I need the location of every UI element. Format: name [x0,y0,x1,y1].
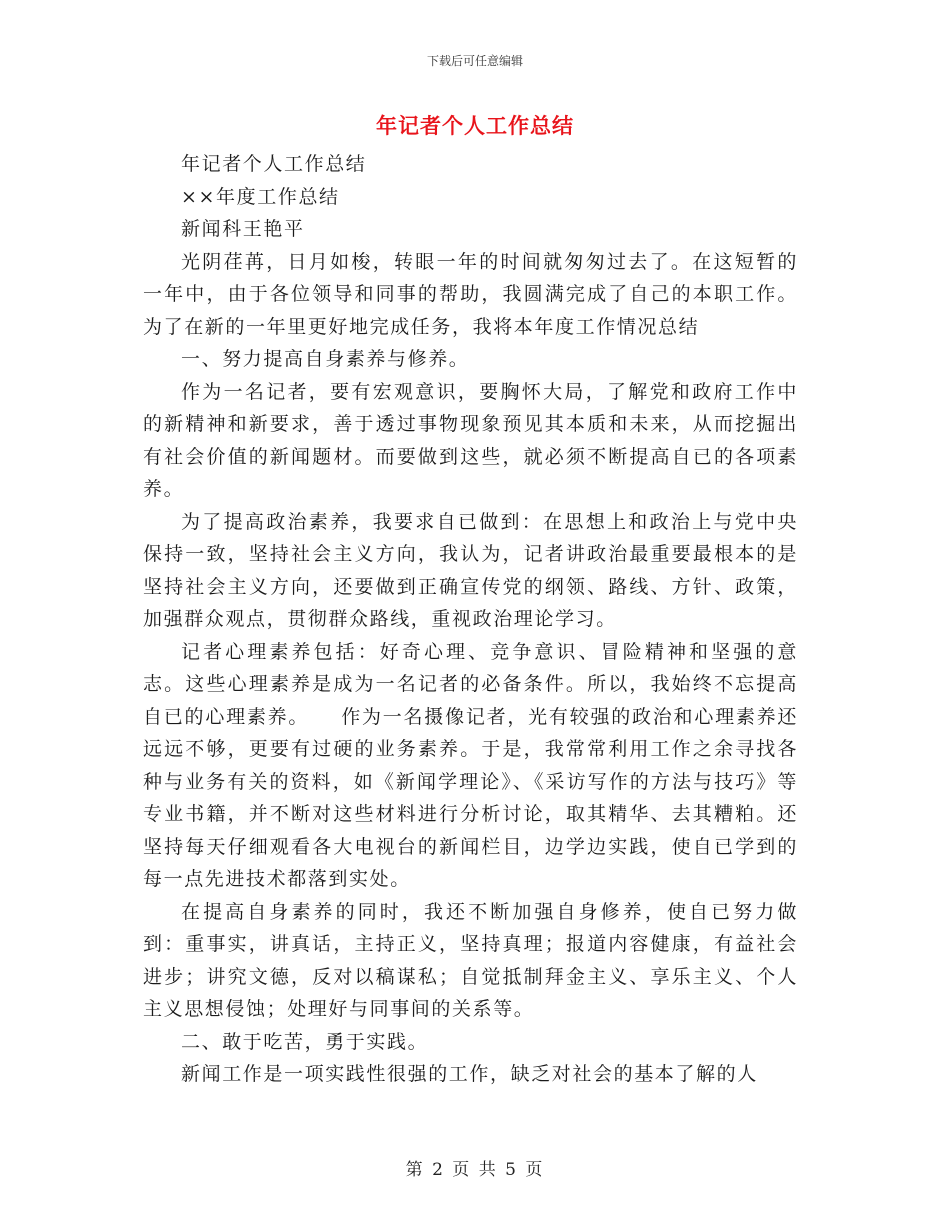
page-header-note: 下载后可任意编辑 [426,54,523,68]
paragraph-subtitle: 年记者个人工作总结 [181,153,367,175]
page-number: 第 2 页 共 5 页 [405,1160,545,1180]
paragraph-intro: 光阴荏苒，日月如梭，转眼一年的时间就匆匆过去了。在这短暂的一年中，由于各位领导和同事的帮助，我圆满完成了自己的本职工作。为了在新的一年里更好地完成任务，我将本年度工作情况总结 [143,250,798,338]
paragraph-body: 为了提高政治素养，我要求自已做到：在思想上和政治上与党中央保持一致，坚持社会主义方向，我认为，记者讲政治最重要最根本的是坚持社会主义方向，还要做到正确宣传党的纲领、路线、方针、政策，加强群众观点，贯彻群众路线，重视政治理论学习。 [143,510,798,630]
document-body [143,148,798,1091]
paragraph-body: 作为一名记者，要有宏观意识，要胸怀大局，了解党和政府工作中的新精神和新要求，善于透过事物现象预见其本质和未来，从而挖掘出有社会价值的新闻题材。而要做到这些，就必须不断提高自已的各项素养。 [143,380,798,500]
paragraph-author: 新闻科王艳平 [181,218,305,240]
paragraph-body: 在提高自身素养的同时，我还不断加强自身修养，使自已努力做到：重事实，讲真话，主持正义，坚持真理；报道内容健康，有益社会进步；讲究文德，反对以稿谋私；自觉抵制拜金主义、享乐主义、个人主义思想侵蚀；处理好与同事间的关系等。 [143,900,798,1020]
document-title: 年记者个人工作总结 [376,113,574,138]
paragraph-body: 新闻工作是一项实践性很强的工作，缺乏对社会的基本了解的人 [181,1063,758,1085]
paragraph-year-summary: ××年度工作总结 [181,185,340,208]
section-heading-1: 一、努力提高自身素养与修养。 [181,348,470,370]
section-heading-2: 二、敢于吃苦，勇于实践。 [181,1030,429,1053]
paragraph-body: 记者心理素养包括：好奇心理、竞争意识、冒险精神和坚强的意志。这些心理素养是成为一名记者的必备条件。所以，我始终不忘提高自已的心理素养。 作为一名摄像记者，光有较强的政治和心理素养还远远不够，更要有过硬的业务素养。于是，我常常利用工作之余寻找各种与业务有关的资料，如《新闻学理论》、《采访写作的方法与技巧》等专业书籍，并不断对这些材料进行分析讨论，取其精华、去其糟粕。还坚持每天仔细观看各大电视台的新闻栏目，边学边实践，使自已学到的每一点先进技术都落到实处。 [143,640,798,890]
